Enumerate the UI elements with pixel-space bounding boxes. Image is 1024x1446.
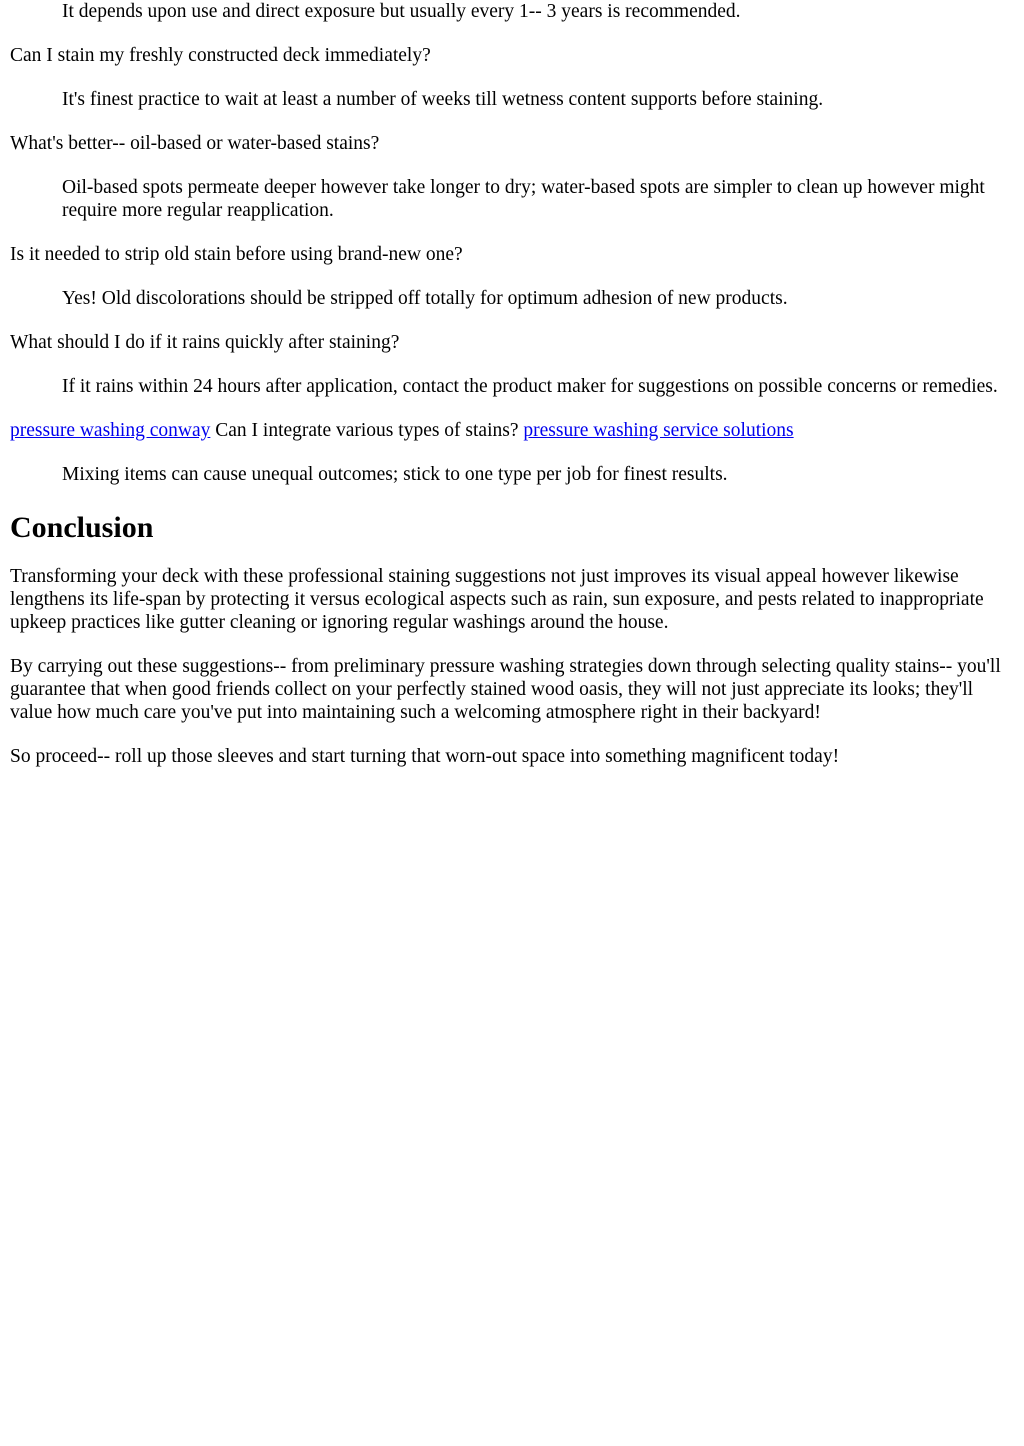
pressure-washing-conway-link[interactable]: pressure washing conway <box>10 420 211 441</box>
pressure-washing-service-solutions-link[interactable]: pressure washing service solutions <box>523 420 794 441</box>
faq-question-6-text: Can I integrate various types of stains? <box>210 420 524 441</box>
faq-question-6 <box>10 419 1012 442</box>
faq-question-4: Is it needed to strip old stain before using brand-new one? <box>10 244 463 265</box>
faq-question-3: What's better-- oil-based or water-based stains? <box>10 133 380 154</box>
faq-answer-3: Oil-based spots permeate deeper however take longer to dry; water-based spots are simpler to clean up however might require more regular reapplication. <box>62 177 985 221</box>
faq-answer-4: Yes! Old discolorations should be stripped off totally for optimum adhesion of new products. <box>62 288 788 309</box>
faq-question-5: What should I do if it rains quickly after staining? <box>10 332 400 353</box>
faq-answer-6: Mixing items can cause unequal outcomes; stick to one type per job for finest results. <box>62 464 728 485</box>
faq-answer-5: If it rains within 24 hours after application, contact the product maker for suggestions on possible concerns or remedies. <box>62 376 998 397</box>
faq-answer-1: It depends upon use and direct exposure but usually every 1-- 3 years is recommended. <box>62 1 741 22</box>
conclusion-paragraph-1: Transforming your deck with these professional staining suggestions not just improves its visual appeal however likewise lengthens its life-span by protecting it versus ecological aspects such as rain, sun exposure, and pests related to inappropriate upkeep practices like gutter cleaning or ignoring regular washings around the house. <box>10 566 984 633</box>
conclusion-heading: Conclusion <box>10 511 154 544</box>
faq-answer-2: It's finest practice to wait at least a number of weeks till wetness content supports before staining. <box>62 89 824 110</box>
conclusion-paragraph-3: So proceed-- roll up those sleeves and start turning that worn-out space into something magnificent today! <box>10 746 840 767</box>
conclusion-paragraph-2: By carrying out these suggestions-- from preliminary pressure washing strategies down through selecting quality stains-- you'll guarantee that when good friends collect on your perfectly stained wood oasis, they will not just appreciate its looks; they'll value how much care you've put into maintaining such a welcoming atmosphere right in their backyard! <box>10 656 1001 723</box>
faq-question-2: Can I stain my freshly constructed deck immediately? <box>10 45 431 66</box>
